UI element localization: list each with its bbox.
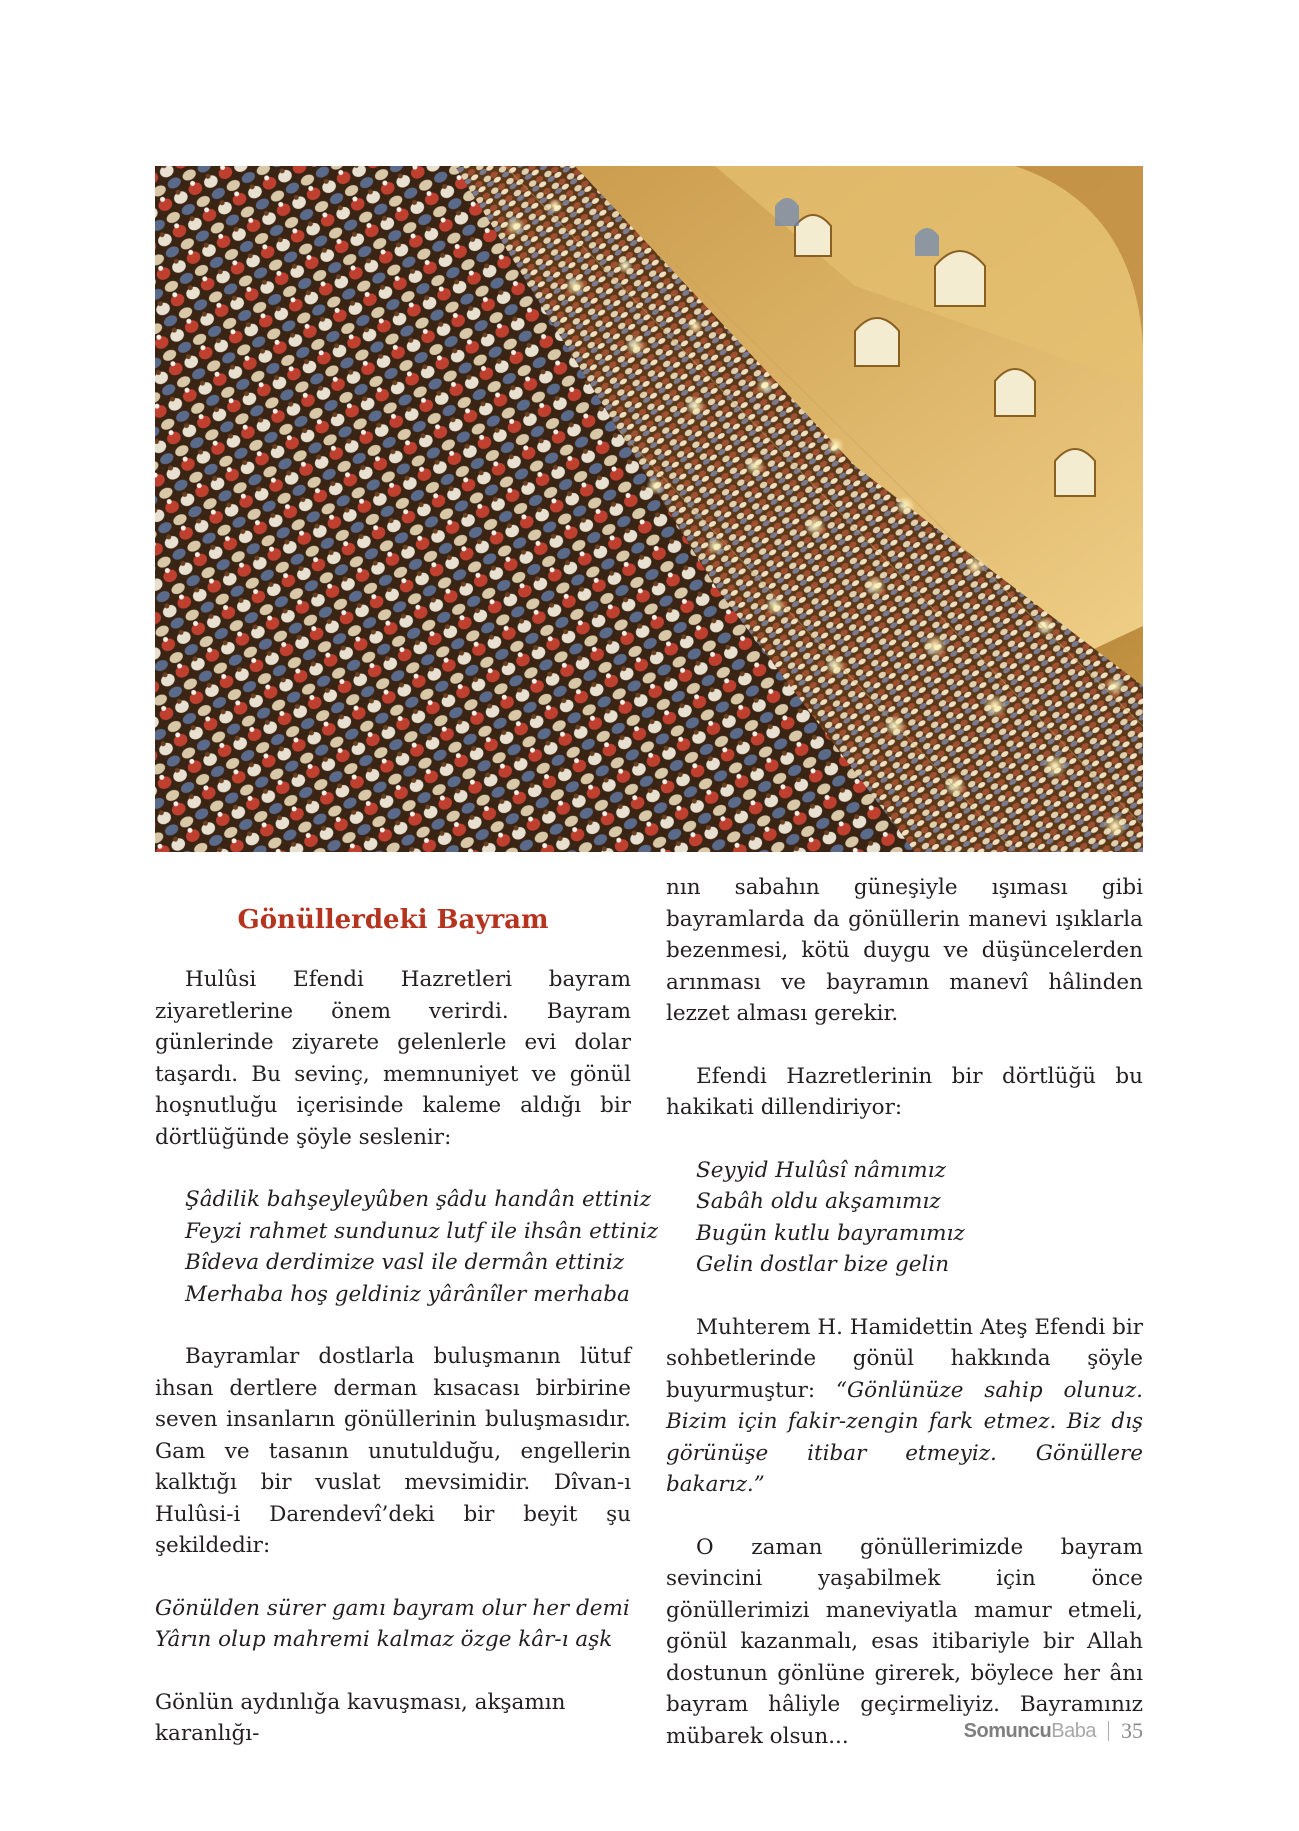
page-footer	[964, 1718, 1143, 1744]
left-paragraph-1: Hulûsi Efendi Hazretleri bayram ziyaretlerine önem verirdi. Bayram günlerinde ziyarete gelenlerle evi dolar taşardı. Bu sevinç, memnuniyet ve gönül hoşnutluğu içerisinde kaleme aldığı bir dörtlüğünde şöyle seslenir:	[155, 967, 631, 1150]
poem-line: Gönülden sürer gamı bayram olur her demi	[155, 1595, 630, 1621]
article-title: Gönüllerdeki Bayram	[237, 905, 549, 935]
poem-line: Yârın olup mahremi kalmaz özge kâr-ı aşk	[155, 1627, 613, 1652]
poem-line: Feyzi rahmet sundunuz lutf ile ihsân ettiniz	[185, 1218, 659, 1244]
right-paragraph-2: Efendi Hazretlerinin bir dörtlüğü bu hakikati dillendiriyor:	[666, 1063, 1143, 1120]
poem-line: Gelin dostlar bize gelin	[696, 1252, 950, 1277]
quote-intro: Muhterem H. Hamidettin Ateş Efendi bir sohbetlerinde gönül hakkında şöyle buyurmuştur:	[666, 1314, 1143, 1403]
right-poem	[666, 1155, 1143, 1281]
poem-line: Şâdilik bahşeyleyûben şâdu handân ettiniz	[185, 1187, 651, 1212]
mosque-prayer-photo	[155, 166, 1143, 852]
right-paragraph-4: O zaman gönüllerimizde bayram sevincini yaşabilmek için önce gönüllerimizi maneviyatla mamur etmeli, gönül kazanmalı, esas itibariyle bir Allah dostunun gönlüne girerek, böylece her ânı bayram hâliyle geçirmeliyiz. Bayramınız mübarek olsun...	[666, 1534, 1143, 1749]
poem-line: Merhaba hoş geldiniz yârânîler merhaba	[185, 1281, 630, 1307]
poem-line: Seyyid Hulûsî nâmımız	[696, 1157, 946, 1183]
magazine-logo: SomuncuBaba	[963, 1719, 1096, 1742]
poem-line: Sabâh oldu akşamımız	[696, 1189, 941, 1214]
right-paragraph-3	[666, 1312, 1143, 1501]
poem-line: Bîdeva derdimize vasl ile dermân ettiniz	[185, 1250, 625, 1275]
left-paragraph-2: Bayramlar dostlarla buluşmanın lütuf ihsan dertlere derman kısacası birbirine seven insanların gönüllerinin buluşmasıdır. Gam ve tasanın unutulduğu, engellerin kalktığı bir vuslat mevsimidir. Dîvan-ı Hulûsi-i Darendevî’deki bir beyit şu şekildedir:	[155, 1344, 631, 1558]
photo-illustration	[155, 166, 1143, 852]
left-paragraph-3: Gönlün aydınlığa kavuşması, akşamın karanlığı-	[155, 1689, 566, 1746]
page-number: 35	[1121, 1718, 1143, 1743]
left-poem-2	[155, 1593, 631, 1656]
left-column	[155, 868, 659, 1750]
footer-divider	[1108, 1721, 1109, 1741]
poem-line: Bugün kutlu bayramımız	[696, 1220, 965, 1246]
quote-text: “Gönlünüze sahip olunuz. Bizim için fakir-zengin fark etmez. Biz dış görünüşe itibar etmeyiz. Gönüllere bakarız.”	[666, 1377, 1143, 1497]
left-poem-1	[155, 1184, 659, 1310]
right-column	[666, 872, 1143, 1752]
right-paragraph-1: nın sabahın güneşiyle ışıması gibi bayramlarda da gönüllerin manevi ışıklarla bezenmesi, kötü duygu ve düşüncelerden arınması ve bayramın manevî hâlinden lezzet alması gerekir.	[666, 875, 1143, 1026]
